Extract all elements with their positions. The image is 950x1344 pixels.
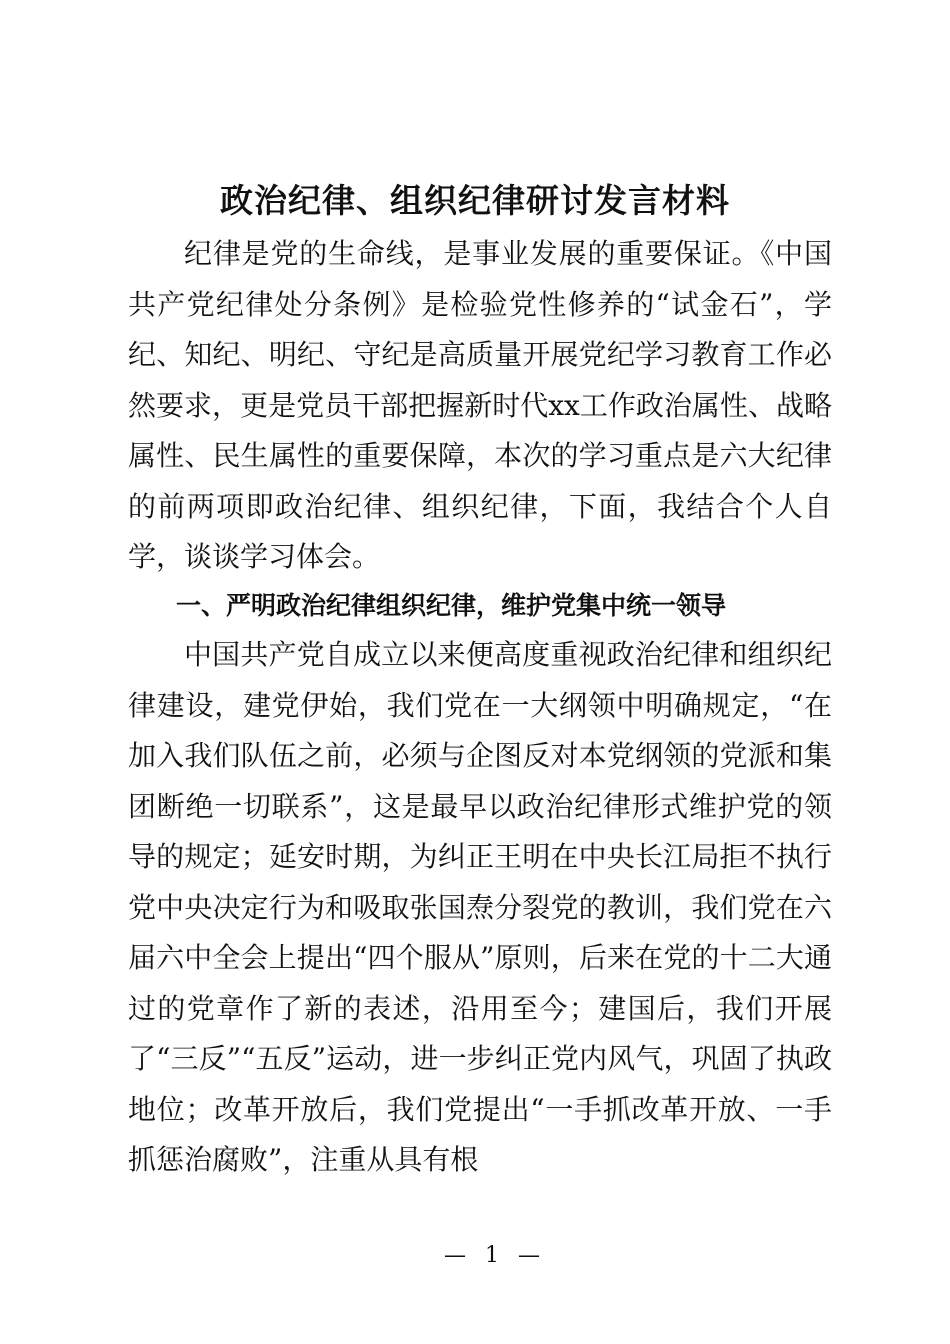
section-1-paragraph: 中国共产党自成立以来便高度重视政治纪律和组织纪律建设，建党伊始，我们党在一大纲领中明确规定，“在加入我们队伍之前，必须与企图反对本党纲领的党派和集团断绝一切联系”，这是最早以政治纪律形式维护党的领导的规定；延安时期，为纠正王明在中央长江局拒不执行党中央决定行为和吸取张国焘分裂党的教训，我们党在六届六中全会上提出“四个服从”原则，后来在党的十二大通过的党章作了新的表述，沿用至今；建国后，我们开展了“三反”“五反”运动，进一步纠正党内风气，巩固了执政地位；改革开放后，我们党提出“一手抓改革开放、一手抓惩治腐败”，注重从具有根 xyxy=(128,638,832,1176)
page-number: — 1 — xyxy=(444,1243,546,1268)
document-title: 政治纪律、组织纪律研讨发言材料 xyxy=(220,181,730,220)
intro-paragraph: 纪律是党的生命线，是事业发展的重要保证。《中国共产党纪律处分条例》是检验党性修养的“试金石”，学纪、知纪、明纪、守纪是高质量开展党纪学习教育工作必然要求，更是党员干部把握新时代xx工作政治属性、战略属性、民生属性的重要保障，本次的学习重点是六大纪律的前两项即政治纪律、组织纪律，下面，我结合个人自学，谈谈学习体会。 xyxy=(128,237,832,573)
section-heading-1: 一、严明政治纪律组织纪律，维护党集中统一领导 xyxy=(176,591,727,620)
